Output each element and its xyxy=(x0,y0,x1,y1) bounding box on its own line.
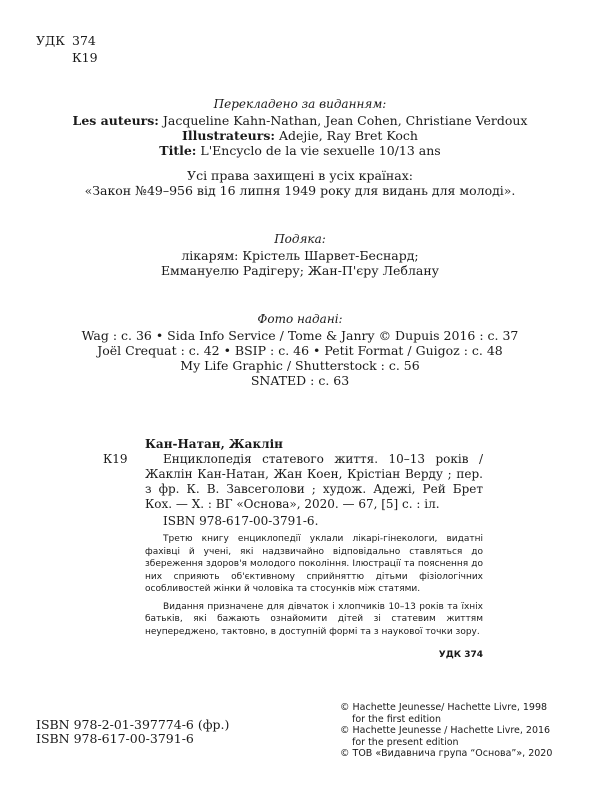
card-author: Кан-Натан, Жаклін xyxy=(145,437,283,451)
copyright-line: © Hachette Jeunesse / Hachette Livre, 2016 xyxy=(340,725,551,736)
copyright-line: © Hachette Jeunesse/ Hachette Livre, 1998 xyxy=(340,702,548,713)
thanks-block xyxy=(0,230,600,278)
original-authors-line: Les auteurs: Jacqueline Kahn-Nathan, Jean Cohen, Christiane Verdoux xyxy=(72,113,528,128)
isbn-ukrainian: ISBN 978-617-00-3791-6 xyxy=(36,731,194,746)
rights-line-1: Усі права захищені в усіх країнах: xyxy=(187,168,413,183)
thanks-line-2: Еммануелю Радігеру; Жан-П'єру Леблану xyxy=(160,263,440,278)
original-title-line: Title: L'Encyclo de la vie sexuelle 10/13 ans xyxy=(159,143,441,158)
copyright-line: for the first edition xyxy=(352,713,441,725)
card-isbn: ISBN 978-617-00-3791-6. xyxy=(163,514,319,528)
photo-credits-heading: Фото надані: xyxy=(257,312,343,326)
photo-credit-line: SNATED : c. 63 xyxy=(250,373,350,388)
card-code: К19 xyxy=(103,452,128,466)
isbn-block xyxy=(36,718,229,746)
copyright-line: for the present edition xyxy=(352,736,459,748)
card-udk: УДК 374 xyxy=(438,650,483,660)
card-description: Енциклопедія статевого життя. 10–13 років / Жаклін Кан-Натан, Жан Коен, Крістіан Верду ; пер. з фр. К. В. Завсеголови ; худож. Адежі, Рей Брет Кох. — Х. : ВГ «Основа», 2020. — 67, [5] с. : іл. xyxy=(145,452,483,511)
thanks-heading: Подяка: xyxy=(274,232,326,246)
photo-credits-block xyxy=(0,310,600,388)
udk-code: 374 xyxy=(72,33,96,48)
card-annotation xyxy=(145,533,483,638)
copyright-line: © ТОВ «Видавнича група “Основа”», 2020 xyxy=(340,748,553,759)
original-edition-block xyxy=(0,95,600,158)
photo-credit-line: Wag : c. 36 • Sida Info Service / Tome & Janry © Dupuis 2016 : c. 37 xyxy=(81,328,519,343)
annotation-paragraph: Третю книгу енциклопедії уклали лікарі-гінекологи, видатні фахівці й учені, які надзвичайно відповідально ставляться до збереження здоров'я молодого покоління. Ілюстрації та пояснення до них сприяють об'єктивному сприйняттю дітьми фізіологічних особливостей жінки й чоловіка та стосунків між статями. xyxy=(145,534,483,594)
copyright-block xyxy=(340,702,552,760)
author-mark: К19 xyxy=(72,50,98,65)
rights-block xyxy=(0,168,600,198)
catalog-card xyxy=(103,437,483,660)
photo-credit-line: My Life Graphic / Shutterstock : c. 56 xyxy=(180,358,420,373)
original-edition-heading: Перекладено за виданням: xyxy=(213,97,387,111)
udk-label: УДК xyxy=(36,33,65,48)
isbn-french: ISBN 978-2-01-397774-6 (фр.) xyxy=(36,717,230,732)
annotation-paragraph: Видання призначене для дівчаток і хлопчиків 10–13 років та їхніх батьків, які бажають ознайомити дітей зі статевим життям неупереджено, тактовно, в доступній формі та з наукової точки зору. xyxy=(145,601,483,637)
rights-line-2: «Закон №49–956 від 16 липня 1949 року для видань для молоді». xyxy=(84,183,516,198)
original-illustrators-line: Illustrateurs: Adejie, Ray Bret Koch xyxy=(182,128,418,143)
photo-credit-line: Joël Crequat : c. 42 • BSIP : c. 46 • Petit Format / Guigoz : c. 48 xyxy=(97,343,503,358)
udk-header xyxy=(36,32,98,66)
thanks-line-1: лікарям: Крістель Шарвет-Беснард; xyxy=(181,248,419,263)
